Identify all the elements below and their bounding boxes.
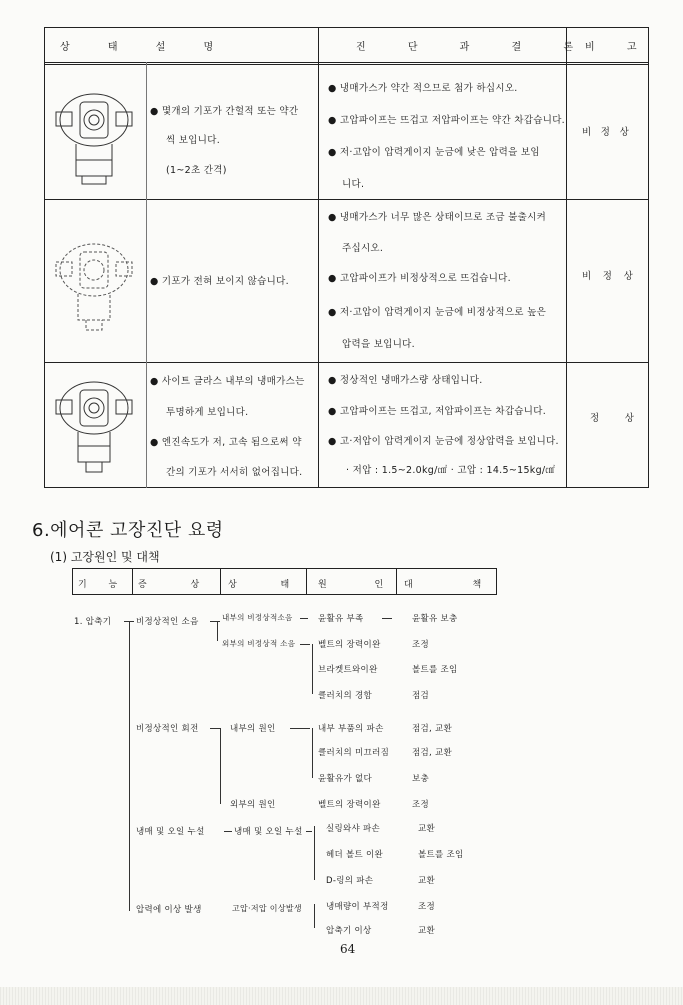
section-subtitle: (1) 고장원인 및 대책: [50, 550, 160, 564]
sight-glass-normal-illustration: [46, 372, 144, 482]
row3-diagnosis-line4: · 저압 : 1.5~2.0kg/㎠ · 고압 : 14.5~15kg/㎠: [346, 465, 556, 476]
header-remark: 비 고: [585, 42, 637, 53]
tree-symptom-noise: 비정상적인 소음: [136, 617, 199, 627]
tree-remedy-refill: 보충: [412, 774, 430, 784]
tree-remedy-replace-2: 교환: [418, 876, 436, 886]
tree-remedy-inspect-replace-1: 점검, 교환: [412, 724, 453, 734]
tree-header-remedy: 대 책: [404, 580, 482, 590]
row1-diagnosis-line3: ● 저·고압이 압력게이지 눈금에 낮은 압력을 보임: [328, 147, 540, 158]
tree-remedy-adjust-2: 조정: [412, 800, 430, 810]
row3-status-line4: 간의 기포가 서서히 없어집니다.: [166, 467, 303, 478]
tree-cause-clutch-slip: 클러치의 미끄러짐: [318, 748, 390, 758]
row1-remark: 비 정 상: [582, 127, 630, 138]
row3-status-line3: ● 엔진속도가 저, 고속 됨으로써 약: [150, 437, 302, 448]
tree-cause-belt-loose-2: 벨트의 장력이완: [318, 800, 381, 810]
tree-cause-part-damage: 내부 부품의 파손: [318, 724, 384, 734]
tree-cause-clutch: 클러치의 경함: [318, 691, 373, 701]
row3-status-line1: ● 사이트 글라스 내부의 냉매가스는: [150, 376, 305, 387]
sight-glass-clear-illustration: [46, 232, 144, 340]
tree-symptom-rotation: 비정상적인 회전: [136, 724, 199, 734]
tree-remedy-inspect-replace-2: 점검, 교환: [412, 748, 453, 758]
row1-status-line3: (1~2초 간격): [166, 165, 227, 176]
tree-remedy-add-oil: 윤활유 보충: [412, 614, 458, 624]
row2-diagnosis-line4: ● 저·고압이 압력게이지 눈금에 비정상적으로 높은: [328, 307, 547, 318]
tree-remedy-replace-1: 교환: [418, 824, 436, 834]
section-title: 6.에어콘 고장진단 요령: [32, 520, 224, 541]
row3-diagnosis-line1: ● 정상적인 냉매가스량 상태입니다.: [328, 375, 483, 386]
tree-header-symptom: 증 상: [138, 580, 200, 590]
tree-cause-seal-washer: 실링와샤 파손: [326, 824, 381, 834]
tree-state-internal-noise: 내부의 비정상적소음: [222, 613, 293, 622]
page-number: 64: [340, 942, 356, 956]
tree-cause-bracket-loose: 브라켓트와이완: [318, 665, 378, 675]
row2-diagnosis-line3: ● 고압파이프가 비정상적으로 뜨겁습니다.: [328, 273, 511, 284]
header-status-desc: 상 태 설 명: [60, 42, 214, 53]
tree-state-pressure: 고압·저압 이상발생: [232, 904, 302, 913]
tree-cause-d-ring: D-링의 파손: [326, 876, 374, 886]
row2-diagnosis-line2: 주십시오.: [342, 243, 384, 254]
tree-function-compressor: 1. 압축기: [74, 617, 112, 627]
tree-remedy-tighten-bolt-1: 볼트를 조임: [412, 665, 458, 675]
tree-symptom-leak: 냉매 및 오일 누설: [136, 827, 205, 837]
row2-status-line1: ● 기포가 전혀 보이지 않습니다.: [150, 276, 289, 287]
tree-state-external-cause: 외부의 원인: [230, 800, 276, 810]
row1-diagnosis-line2: ● 고압파이프는 뜨겁고 저압파이프는 약간 차갑습니다.: [328, 115, 566, 126]
tree-header-cause: 원 인: [318, 580, 384, 590]
tree-cause-refrigerant-amount: 냉매량이 부적정: [326, 902, 389, 912]
row2-diagnosis-line5: 압력을 보입니다.: [342, 339, 415, 350]
tree-cause-belt-loose-1: 벨트의 장력이완: [318, 640, 381, 650]
tree-symptom-pressure: 압력에 이상 발생: [136, 905, 202, 915]
tree-state-external-noise: 외부의 비정상적 소음: [222, 639, 296, 648]
tree-remedy-tighten-bolt-2: 볼트를 조임: [418, 850, 464, 860]
tree-remedy-adjust-3: 조정: [418, 902, 436, 912]
sight-glass-bubbles-illustration: [46, 80, 144, 190]
row3-diagnosis-line2: ● 고압파이프는 뜨겁고, 저압파이프는 차갑습니다.: [328, 406, 547, 417]
row2-remark: 비 정 상: [582, 271, 634, 282]
tree-cause-compressor-fault: 압축기 이상: [326, 926, 372, 936]
tree-remedy-adjust-1: 조정: [412, 640, 430, 650]
header-diagnosis: 진 단 과 결 론: [356, 42, 574, 53]
tree-state-internal-cause: 내부의 원인: [230, 724, 276, 734]
row3-remark: 정 상: [590, 413, 635, 424]
row1-status-line1: ● 몇개의 기포가 간헐적 또는 약간: [150, 106, 299, 117]
scan-edge: [0, 987, 683, 1005]
row3-diagnosis-line3: ● 고·저압이 압력게이지 눈금에 정상압력을 보입니다.: [328, 436, 559, 447]
tree-cause-header-bolt: 헤더 볼트 이완: [326, 850, 384, 860]
row3-status-line2: 투명하게 보입니다.: [166, 407, 249, 418]
row1-status-line2: 씩 보입니다.: [166, 135, 221, 146]
tree-cause-no-oil: 윤활유가 없다: [318, 774, 373, 784]
tree-remedy-inspect-1: 점검: [412, 691, 430, 701]
tree-cause-low-oil: 윤활유 부족: [318, 614, 364, 624]
tree-state-leak: 냉매 및 오일 누설: [234, 827, 303, 837]
row1-diagnosis-line4: 니다.: [342, 179, 365, 190]
tree-remedy-replace-3: 교환: [418, 926, 436, 936]
tree-header-state: 상 태: [228, 580, 290, 590]
tree-header-function: 기 능: [78, 580, 118, 590]
row2-diagnosis-line1: ● 냉매가스가 너무 많은 상태이므로 조금 불출시켜: [328, 212, 547, 223]
row1-diagnosis-line1: ● 냉매가스가 약간 적으므로 첨가 하십시오.: [328, 83, 518, 94]
